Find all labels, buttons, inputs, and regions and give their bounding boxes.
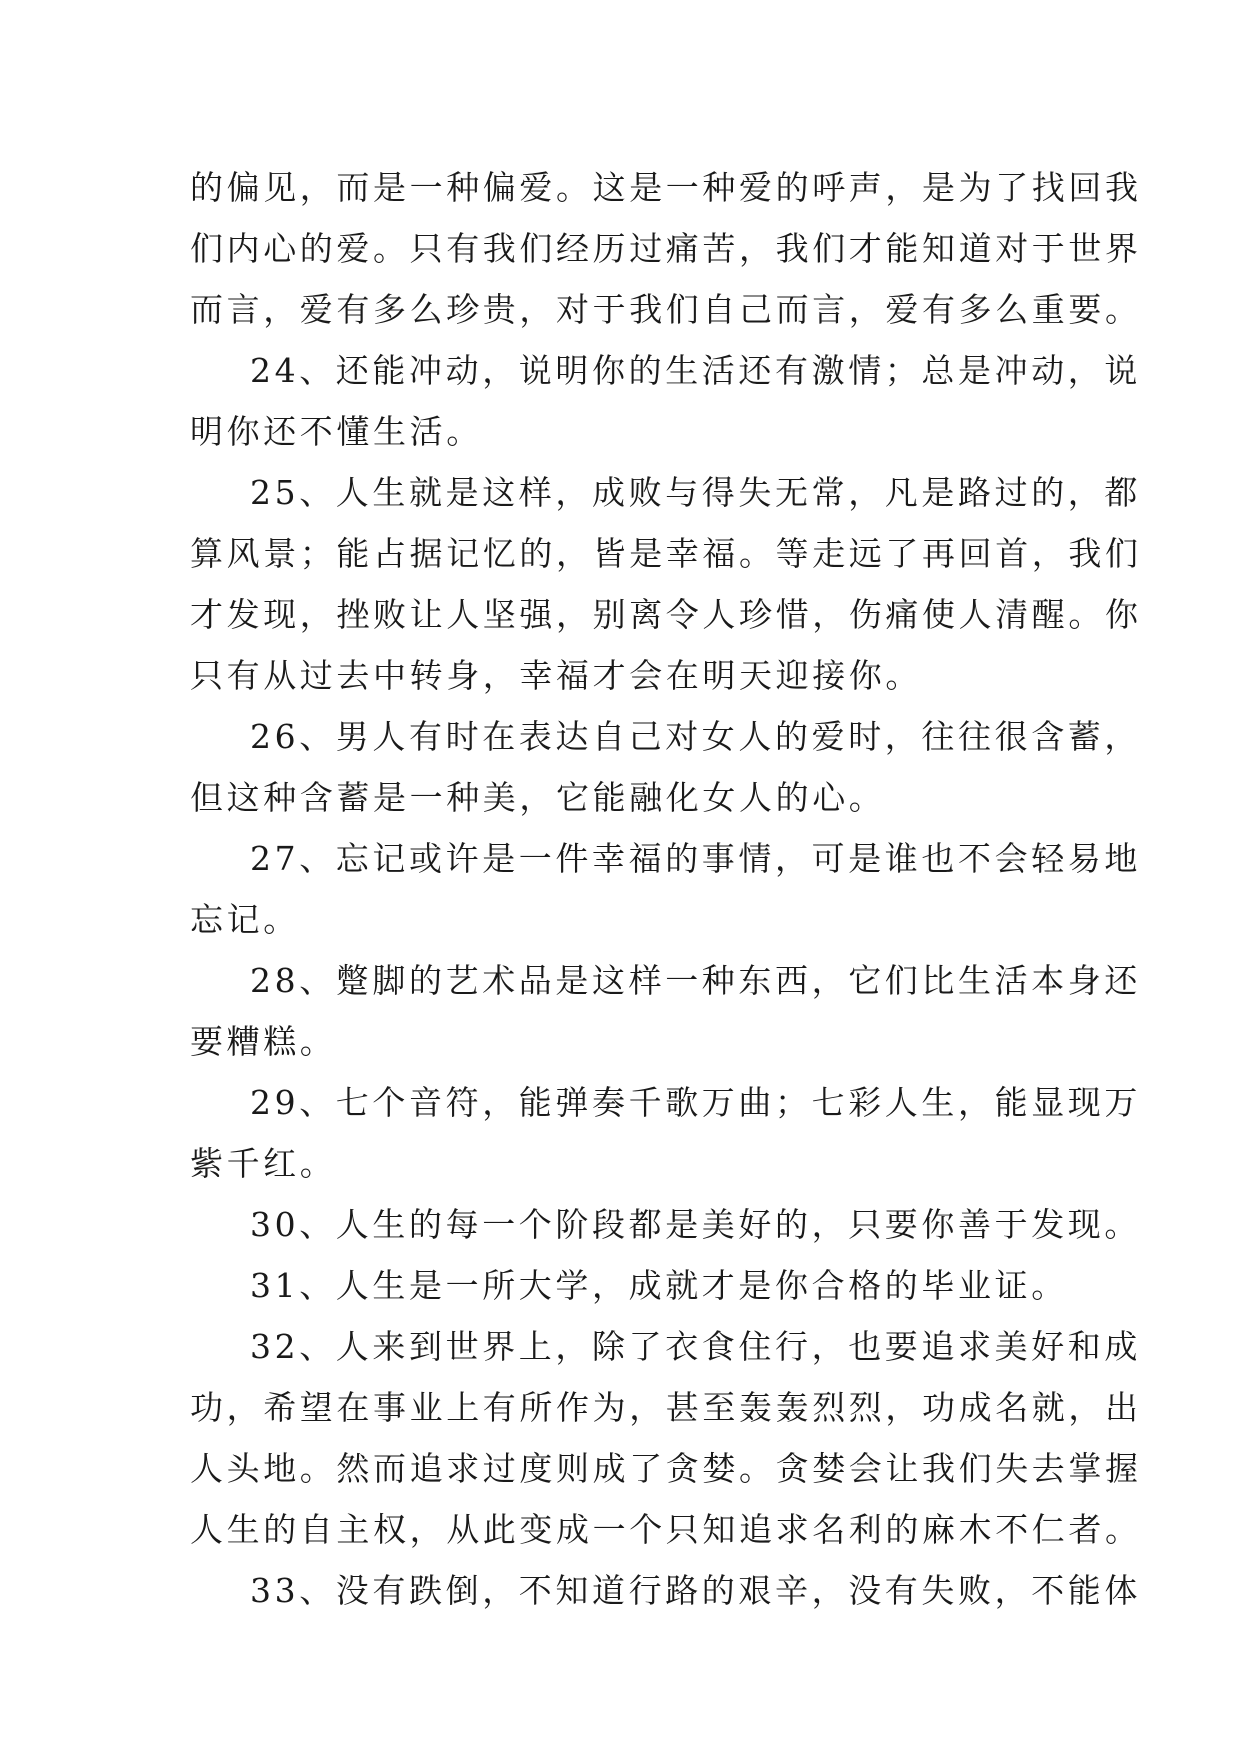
paragraph-30: 30、人生的每一个阶段都是美好的，只要你善于发现。	[250, 1205, 1141, 1244]
paragraph-31: 31、人生是一所大学，成就才是你合格的毕业证。	[250, 1266, 1068, 1305]
text-line: 才发现，挫败让人坚强，别离令人珍惜，伤痛使人清醒。你	[190, 595, 1142, 634]
paragraph-29-start: 29、七个音符，能弹奏千歌万曲；七彩人生，能显现万	[250, 1083, 1141, 1122]
text-line: 算风景；能占据记忆的，皆是幸福。等走远了再回首，我们	[190, 534, 1142, 573]
document-body	[190, 157, 1142, 1621]
paragraph-25-start: 25、人生就是这样，成败与得失无常，凡是路过的，都	[250, 473, 1141, 512]
text-line: 们内心的爱。只有我们经历过痛苦，我们才能知道对于世界	[190, 229, 1142, 268]
text-line: 只有从过去中转身，幸福才会在明天迎接你。	[190, 656, 922, 695]
paragraph-32-start: 32、人来到世界上，除了衣食住行，也要追求美好和成	[250, 1327, 1141, 1366]
text-line: 但这种含蓄是一种美，它能融化女人的心。	[190, 778, 886, 817]
text-line: 人头地。然而追求过度则成了贪婪。贪婪会让我们失去掌握	[190, 1449, 1142, 1488]
paragraph-27-start: 27、忘记或许是一件幸福的事情，可是谁也不会轻易地	[250, 839, 1141, 878]
text-line: 的偏见，而是一种偏爱。这是一种爱的呼声，是为了找回我	[190, 168, 1142, 207]
text-line: 忘记。	[190, 900, 300, 939]
text-line: 功，希望在事业上有所作为，甚至轰轰烈烈，功成名就，出	[190, 1388, 1142, 1427]
text-line: 明你还不懂生活。	[190, 412, 483, 451]
paragraph-24-start: 24、还能冲动，说明你的生活还有激情；总是冲动，说	[250, 351, 1141, 390]
text-line: 而言，爱有多么珍贵，对于我们自己而言，爱有多么重要。	[190, 290, 1142, 329]
text-line: 紫千红。	[190, 1144, 337, 1183]
text-line: 人生的自主权，从此变成一个只知追求名利的麻木不仁者。	[190, 1510, 1142, 1549]
paragraph-26-start: 26、男人有时在表达自己对女人的爱时，往往很含蓄，	[250, 717, 1141, 756]
paragraph-28-start: 28、蹩脚的艺术品是这样一种东西，它们比生活本身还	[250, 961, 1141, 1000]
text-line: 要糟糕。	[190, 1022, 337, 1061]
paragraph-33-start: 33、没有跌倒，不知道行路的艰辛，没有失败，不能体	[250, 1571, 1141, 1610]
